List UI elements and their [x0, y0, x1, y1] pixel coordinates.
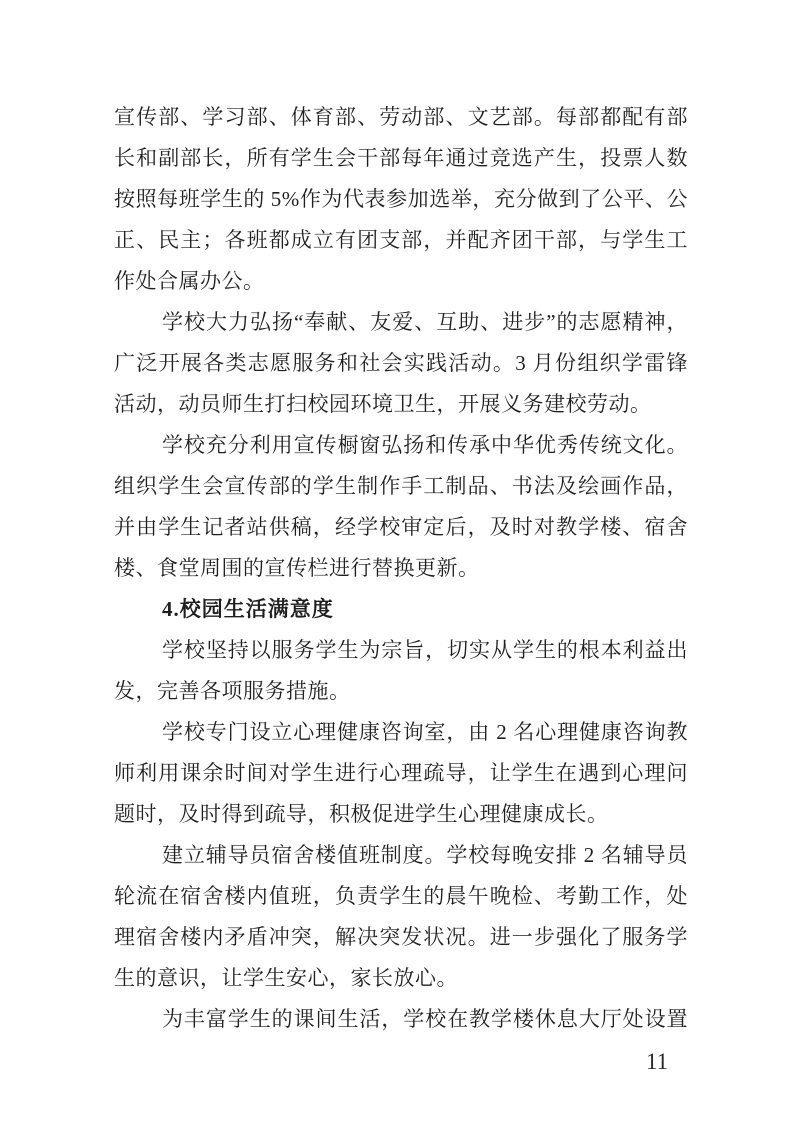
text-line: 理宿舍楼内矛盾冲突，解决突发状况。进一步强化了服务学 — [114, 925, 688, 949]
text-line: 为丰富学生的课间生活，学校在教学楼休息大厅处设置 — [162, 1007, 688, 1031]
text-line: 楼、食堂周围的宣传栏进行替换更新。 — [114, 556, 480, 580]
text-line: 建立辅导员宿舍楼值班制度。学校每晚安排 2 名辅导员 — [162, 843, 688, 867]
page-body — [114, 97, 688, 1040]
text-line: 学校坚持以服务学生为宗旨，切实从学生的根本利益出 — [162, 638, 688, 662]
text-line: 组织学生会宣传部的学生制作手工制品、书法及绘画作品， — [114, 474, 688, 498]
text-line: 长和副部长，所有学生会干部每年通过竞选产生，投票人数 — [114, 146, 688, 170]
text-line: 学校充分利用宣传橱窗弘扬和传承中华优秀传统文化。 — [162, 433, 688, 457]
page-number: 11 — [646, 1049, 669, 1074]
text-line: 学校大力弘扬“奉献、友爱、互助、进步”的志愿精神， — [162, 310, 688, 334]
text-line: 生的意识，让学生安心，家长放心。 — [114, 966, 458, 990]
text-line: 正、民主；各班都成立有团支部，并配齐团干部，与学生工 — [114, 228, 688, 252]
text-line: 宣传部、学习部、体育部、劳动部、文艺部。每部都配有部 — [114, 105, 688, 129]
text-line: 广泛开展各类志愿服务和社会实践活动。3 月份组织学雷锋 — [114, 351, 688, 375]
text-line: 轮流在宿舍楼内值班，负责学生的晨午晚检、考勤工作，处 — [114, 884, 688, 908]
text-line: 题时，及时得到疏导，积极促进学生心理健康成长。 — [114, 802, 609, 826]
text-line: 活动，动员师生打扫校园环境卫生，开展义务建校劳动。 — [114, 392, 652, 416]
text-line: 作处合属办公。 — [114, 269, 265, 293]
text-line: 按照每班学生的 5%作为代表参加选举，充分做到了公平、公 — [114, 187, 688, 211]
text-line: 师利用课余时间对学生进行心理疏导，让学生在遇到心理问 — [114, 761, 688, 785]
text-line: 发，完善各项服务措施。 — [114, 679, 351, 703]
text-line: 学校专门设立心理健康咨询室，由 2 名心理健康咨询教 — [162, 720, 688, 744]
text-line: 并由学生记者站供稿，经学校审定后，及时对教学楼、宿舍 — [114, 515, 688, 539]
section-heading: 4.校园生活满意度 — [162, 597, 334, 621]
